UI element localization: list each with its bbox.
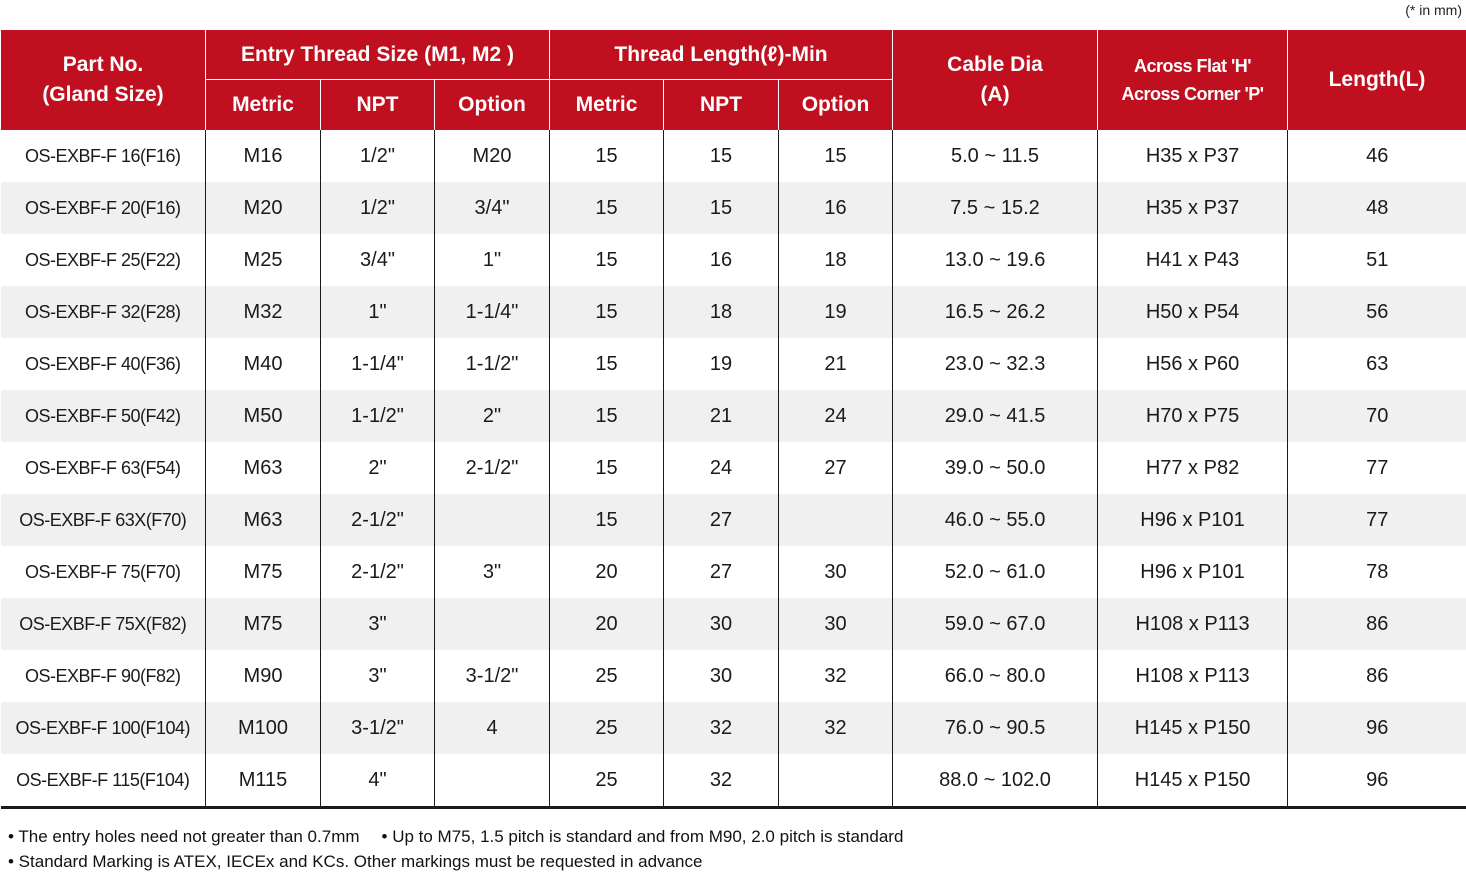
cell-part-no: OS-EXBF-F 50(F42) (1, 390, 206, 442)
cell-thread-metric: 15 (550, 390, 664, 442)
header-part-no (1, 30, 206, 130)
header-across-flat: Across Flat 'H' (1102, 52, 1283, 80)
cell-length: 46 (1288, 130, 1466, 182)
cell-thread-metric: 25 (550, 650, 664, 702)
cell-thread-option: 18 (779, 234, 893, 286)
cell-entry-option: 3-1/2" (435, 650, 550, 702)
cell-entry-metric: M115 (206, 754, 321, 808)
cell-thread-option: 16 (779, 182, 893, 234)
cell-thread-npt: 24 (664, 442, 779, 494)
note-entry-holes: • The entry holes need not greater than 0.7mm (8, 827, 360, 846)
cell-length: 51 (1288, 234, 1466, 286)
cell-thread-option (779, 494, 893, 546)
cell-length: 86 (1288, 598, 1466, 650)
cell-across-flat-corner: H41 x P43 (1098, 234, 1288, 286)
cell-part-no: OS-EXBF-F 63X(F70) (1, 494, 206, 546)
header-thread-option: Option (779, 80, 893, 131)
cell-length: 96 (1288, 702, 1466, 754)
notes-line-1 (8, 824, 903, 849)
cell-thread-metric: 15 (550, 442, 664, 494)
cell-part-no: OS-EXBF-F 75(F70) (1, 546, 206, 598)
table-body (1, 130, 1466, 808)
header-across-corner: Across Corner 'P' (1102, 80, 1283, 108)
cell-thread-metric: 25 (550, 702, 664, 754)
cell-entry-option: 1" (435, 234, 550, 286)
cell-part-no: OS-EXBF-F 75X(F82) (1, 598, 206, 650)
cell-part-no: OS-EXBF-F 25(F22) (1, 234, 206, 286)
header-cable-dia-line2: (A) (897, 80, 1093, 110)
cell-length: 63 (1288, 338, 1466, 390)
cell-cable-dia: 46.0 ~ 55.0 (893, 494, 1098, 546)
table-row (1, 182, 1466, 234)
cell-entry-metric: M90 (206, 650, 321, 702)
header-cable-dia-line1: Cable Dia (897, 50, 1093, 80)
cell-entry-npt: 2-1/2" (321, 546, 435, 598)
cell-across-flat-corner: H108 x P113 (1098, 598, 1288, 650)
table-row (1, 754, 1466, 808)
cell-length: 77 (1288, 442, 1466, 494)
table-row (1, 598, 1466, 650)
cell-length: 48 (1288, 182, 1466, 234)
cell-thread-npt: 18 (664, 286, 779, 338)
table-row (1, 390, 1466, 442)
table-row (1, 234, 1466, 286)
cell-thread-option: 24 (779, 390, 893, 442)
cell-entry-metric: M50 (206, 390, 321, 442)
table-row (1, 650, 1466, 702)
cell-part-no: OS-EXBF-F 90(F82) (1, 650, 206, 702)
table-row (1, 702, 1466, 754)
cell-across-flat-corner: H56 x P60 (1098, 338, 1288, 390)
cell-thread-npt: 27 (664, 546, 779, 598)
cell-length: 70 (1288, 390, 1466, 442)
cell-entry-metric: M20 (206, 182, 321, 234)
cell-thread-npt: 19 (664, 338, 779, 390)
cell-entry-npt: 1" (321, 286, 435, 338)
cell-across-flat-corner: H108 x P113 (1098, 650, 1288, 702)
cell-thread-npt: 32 (664, 754, 779, 808)
cell-thread-npt: 15 (664, 130, 779, 182)
cell-entry-option (435, 494, 550, 546)
table-row (1, 338, 1466, 390)
cell-cable-dia: 23.0 ~ 32.3 (893, 338, 1098, 390)
cell-across-flat-corner: H70 x P75 (1098, 390, 1288, 442)
cell-part-no: OS-EXBF-F 63(F54) (1, 442, 206, 494)
cell-cable-dia: 59.0 ~ 67.0 (893, 598, 1098, 650)
cell-entry-option (435, 598, 550, 650)
cell-thread-option: 30 (779, 546, 893, 598)
cell-part-no: OS-EXBF-F 16(F16) (1, 130, 206, 182)
cell-part-no: OS-EXBF-F 100(F104) (1, 702, 206, 754)
cell-thread-npt: 32 (664, 702, 779, 754)
cell-entry-option: 2" (435, 390, 550, 442)
cell-cable-dia: 76.0 ~ 90.5 (893, 702, 1098, 754)
cell-entry-metric: M100 (206, 702, 321, 754)
header-part-no-line2: (Gland Size) (5, 80, 201, 110)
cell-entry-metric: M63 (206, 442, 321, 494)
cell-entry-metric: M75 (206, 546, 321, 598)
cell-across-flat-corner: H145 x P150 (1098, 702, 1288, 754)
cell-thread-metric: 15 (550, 286, 664, 338)
cell-entry-npt: 1-1/4" (321, 338, 435, 390)
cell-entry-npt: 1/2" (321, 182, 435, 234)
cell-entry-npt: 4" (321, 754, 435, 808)
cell-cable-dia: 29.0 ~ 41.5 (893, 390, 1098, 442)
cell-entry-metric: M25 (206, 234, 321, 286)
cell-entry-option: 1-1/2" (435, 338, 550, 390)
cell-thread-npt: 16 (664, 234, 779, 286)
cell-entry-option: M20 (435, 130, 550, 182)
cell-entry-option: 1-1/4" (435, 286, 550, 338)
cell-entry-option: 3/4" (435, 182, 550, 234)
notes (8, 824, 903, 874)
cell-thread-npt: 15 (664, 182, 779, 234)
cell-entry-npt: 2" (321, 442, 435, 494)
cell-thread-metric: 20 (550, 598, 664, 650)
header-part-no-line1: Part No. (5, 50, 201, 80)
cell-entry-metric: M32 (206, 286, 321, 338)
cell-thread-npt: 30 (664, 598, 779, 650)
cell-entry-option: 4 (435, 702, 550, 754)
cell-entry-npt: 1/2" (321, 130, 435, 182)
table-row (1, 286, 1466, 338)
cell-length: 96 (1288, 754, 1466, 808)
cell-length: 56 (1288, 286, 1466, 338)
cell-thread-npt: 21 (664, 390, 779, 442)
cell-thread-npt: 30 (664, 650, 779, 702)
header-entry-option: Option (435, 80, 550, 131)
header-thread-npt: NPT (664, 80, 779, 131)
cell-thread-option: 27 (779, 442, 893, 494)
cell-cable-dia: 13.0 ~ 19.6 (893, 234, 1098, 286)
cell-entry-npt: 3-1/2" (321, 702, 435, 754)
cell-thread-metric: 15 (550, 338, 664, 390)
cell-thread-option: 30 (779, 598, 893, 650)
header-cable-dia (893, 30, 1098, 130)
cell-thread-metric: 15 (550, 494, 664, 546)
cell-across-flat-corner: H50 x P54 (1098, 286, 1288, 338)
table-row (1, 494, 1466, 546)
cell-across-flat-corner: H145 x P150 (1098, 754, 1288, 808)
cell-length: 77 (1288, 494, 1466, 546)
cell-across-flat-corner: H96 x P101 (1098, 546, 1288, 598)
cell-thread-option: 15 (779, 130, 893, 182)
cell-entry-npt: 3" (321, 650, 435, 702)
cell-part-no: OS-EXBF-F 20(F16) (1, 182, 206, 234)
header-across (1098, 30, 1288, 130)
notes-line-2 (8, 849, 903, 874)
cell-thread-option (779, 754, 893, 808)
header-entry-thread: Entry Thread Size (M1, M2 ) (206, 30, 550, 80)
note-marking: • Standard Marking is ATEX, IECEx and KCs. Other markings must be requested in advance (8, 852, 702, 871)
cell-entry-npt: 2-1/2" (321, 494, 435, 546)
cell-entry-metric: M75 (206, 598, 321, 650)
cell-entry-metric: M40 (206, 338, 321, 390)
unit-note: (* in mm) (1405, 2, 1462, 18)
cell-thread-option: 32 (779, 702, 893, 754)
table-row (1, 546, 1466, 598)
cell-cable-dia: 16.5 ~ 26.2 (893, 286, 1098, 338)
cell-across-flat-corner: H96 x P101 (1098, 494, 1288, 546)
cell-entry-option (435, 754, 550, 808)
header-length: Length(L) (1288, 30, 1466, 130)
cell-cable-dia: 66.0 ~ 80.0 (893, 650, 1098, 702)
cell-thread-metric: 20 (550, 546, 664, 598)
table-row (1, 130, 1466, 182)
cell-cable-dia: 39.0 ~ 50.0 (893, 442, 1098, 494)
cell-part-no: OS-EXBF-F 32(F28) (1, 286, 206, 338)
cell-part-no: OS-EXBF-F 115(F104) (1, 754, 206, 808)
note-pitch: • Up to M75, 1.5 pitch is standard and from M90, 2.0 pitch is standard (382, 827, 904, 846)
cell-thread-metric: 15 (550, 130, 664, 182)
header-thread-metric: Metric (550, 80, 664, 131)
cell-across-flat-corner: H77 x P82 (1098, 442, 1288, 494)
cell-thread-option: 21 (779, 338, 893, 390)
cell-across-flat-corner: H35 x P37 (1098, 130, 1288, 182)
cell-thread-metric: 15 (550, 234, 664, 286)
cell-entry-option: 3" (435, 546, 550, 598)
cell-entry-npt: 1-1/2" (321, 390, 435, 442)
spec-table (0, 30, 1466, 809)
cell-part-no: OS-EXBF-F 40(F36) (1, 338, 206, 390)
cell-entry-option: 2-1/2" (435, 442, 550, 494)
cell-length: 78 (1288, 546, 1466, 598)
header-entry-npt: NPT (321, 80, 435, 131)
cell-entry-metric: M63 (206, 494, 321, 546)
cell-entry-metric: M16 (206, 130, 321, 182)
header-thread-length: Thread Length(ℓ)-Min (550, 30, 893, 80)
cell-thread-metric: 25 (550, 754, 664, 808)
cell-cable-dia: 52.0 ~ 61.0 (893, 546, 1098, 598)
cell-thread-option: 32 (779, 650, 893, 702)
cell-cable-dia: 5.0 ~ 11.5 (893, 130, 1098, 182)
cell-thread-npt: 27 (664, 494, 779, 546)
header-row-top (1, 30, 1466, 80)
cell-thread-option: 19 (779, 286, 893, 338)
cell-entry-npt: 3" (321, 598, 435, 650)
cell-cable-dia: 88.0 ~ 102.0 (893, 754, 1098, 808)
cell-across-flat-corner: H35 x P37 (1098, 182, 1288, 234)
cell-cable-dia: 7.5 ~ 15.2 (893, 182, 1098, 234)
table-row (1, 442, 1466, 494)
cell-thread-metric: 15 (550, 182, 664, 234)
cell-entry-npt: 3/4" (321, 234, 435, 286)
cell-length: 86 (1288, 650, 1466, 702)
header-entry-metric: Metric (206, 80, 321, 131)
